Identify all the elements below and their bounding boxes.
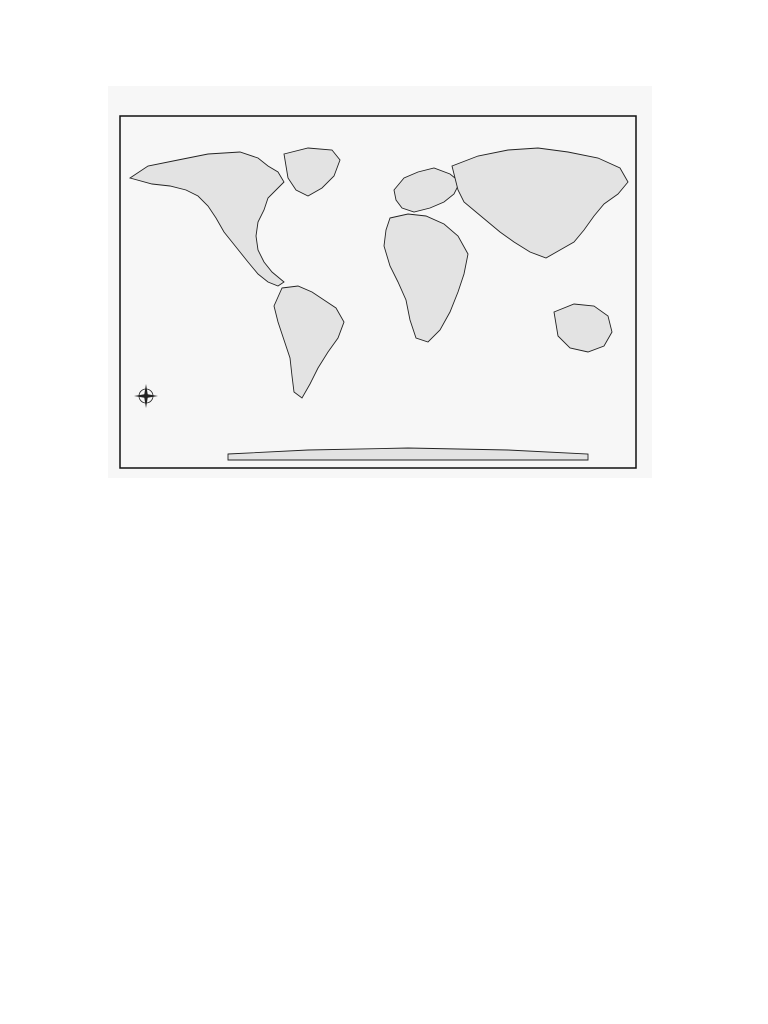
time-zone-map bbox=[108, 86, 652, 478]
map-background bbox=[108, 86, 652, 478]
time-zone-map-graphic bbox=[108, 86, 652, 478]
